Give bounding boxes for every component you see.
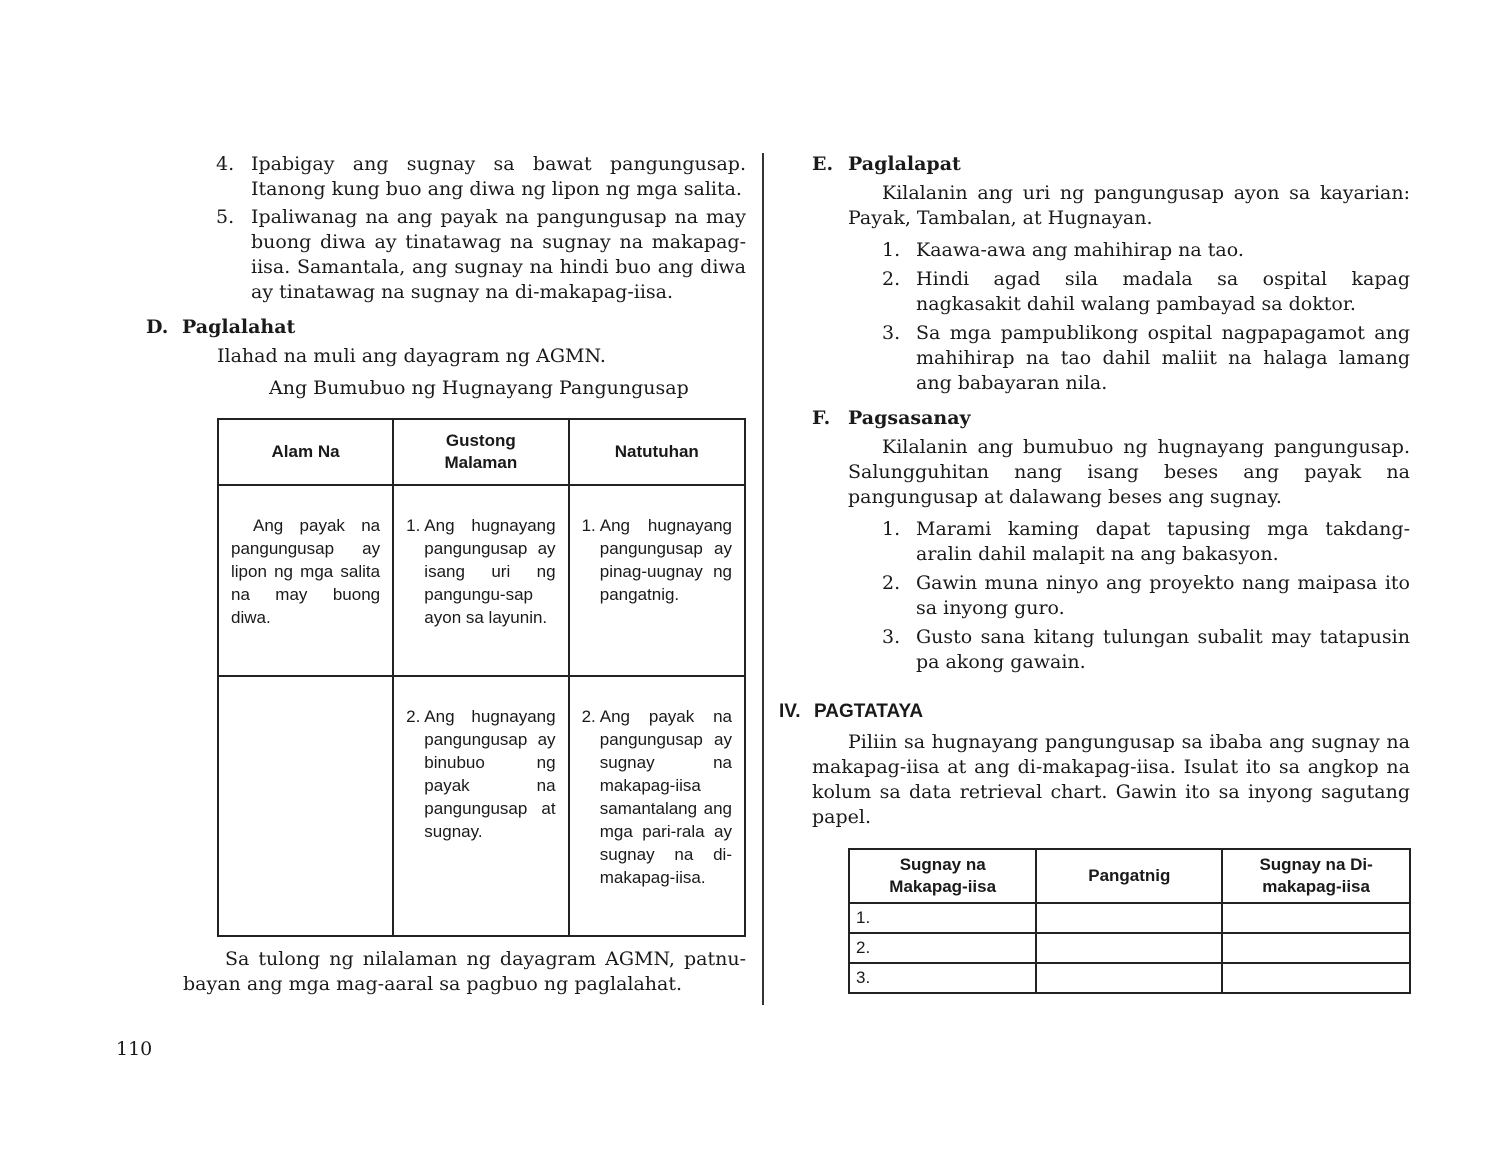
table-title: Ang Bumubuo ng Hugnayang Pangungusap xyxy=(269,377,689,399)
cell-alam: Ang payak na pangungusap ay lipon ng mga salita na may buong diwa. xyxy=(218,485,393,676)
header-sugnay-makapag-iisa: Sugnay na Makapag-iisa xyxy=(849,849,1036,903)
right-column xyxy=(779,152,1410,830)
left-column xyxy=(146,152,746,401)
e-intro: Kilalanin ang uri ng pangungusap ayon sa kayarian: Payak, Tambalan, at Hugnayan. xyxy=(848,182,1410,229)
column-divider xyxy=(762,153,764,1005)
f-intro: Kilalanin ang bumubuo ng hugnayang pangungusap. Salungguhitan nang isang beses ang payak na pangungusap at dalawang beses ang sugnay. xyxy=(848,436,1410,508)
header-gustong-malaman: Gustong Malaman xyxy=(393,419,568,485)
table-row xyxy=(849,933,1410,963)
table-row xyxy=(218,676,745,936)
data-retrieval-chart xyxy=(848,848,1411,994)
section-d-heading: D. Paglalahat xyxy=(146,316,296,338)
row-number: 2. xyxy=(849,933,1036,963)
cell-gusto: 1. Ang hugnayang pangungusap ay isang uri ng pangungu-sap ayon sa layunin. xyxy=(393,485,568,676)
table-cell xyxy=(1222,903,1410,933)
header-sugnay-di-makapag-iisa: Sugnay na Di-makapag-iisa xyxy=(1222,849,1410,903)
table-header-row xyxy=(218,419,745,485)
list-item: 3. Sa mga pampublikong ospital nagpapagamot ang mahihirap na tao dahil maliit na halaga lamang ang babayaran nila. xyxy=(882,322,1410,394)
cell-alam xyxy=(218,676,393,936)
table-cell xyxy=(1036,933,1222,963)
section-iv-heading: IV. PAGTATAYA xyxy=(779,701,924,722)
list-item: 3. Gusto sana kitang tulungan subalit may tatapusin pa akong gawain. xyxy=(882,626,1410,673)
table-cell xyxy=(1222,963,1410,993)
table-cell xyxy=(1222,933,1410,963)
cell-gusto: 2. Ang hugnayang pangungusap ay binubuo ng payak na pangungusap at sugnay. xyxy=(393,676,568,936)
cell-natutuhan: 1. Ang hugnayang pangungusap ay pinag-uugnay ng pangatnig. xyxy=(569,485,745,676)
table-row xyxy=(849,963,1410,993)
list-item: 5. Ipaliwanag na ang payak na pangungusap na may buong diwa ay tinatawag na sugnay na makapag-iisa. Samantala, ang sugnay na hindi buo ang diwa ay tinatawag na sugnay na di-makapag-iisa. xyxy=(216,206,746,303)
table-row xyxy=(218,485,745,676)
section-e-heading: E. Paglalapat xyxy=(812,153,961,175)
iv-intro: Piliin sa hugnayang pangungusap sa ibaba ang sugnay na makapag-iisa at ang di-makapag-iisa. Isulat ito sa angkop na kolum sa data retrieval chart. Gawin ito sa inyong sagutang papel. xyxy=(812,731,1410,828)
row-number: 1. xyxy=(849,903,1036,933)
header-alam-na: Alam Na xyxy=(218,419,393,485)
table-cell xyxy=(1036,903,1222,933)
list-item: 1. Marami kaming dapat tapusing mga takdang-aralin dahil malapit na ang bakasyon. xyxy=(882,518,1410,565)
header-natutuhan: Natutuhan xyxy=(569,419,745,485)
table-row xyxy=(849,903,1410,933)
list-item: 1. Kaawa-awa ang mahihirap na tao. xyxy=(882,239,1244,261)
list-item: 2. Gawin muna ninyo ang proyekto nang maipasa ito sa inyong guro. xyxy=(882,572,1410,619)
cell-natutuhan: 2. Ang payak na pangungusap ay sugnay na makapag-iisa samantalang ang mga pari-rala ay sugnay na di-makapag-iisa. xyxy=(569,676,745,936)
header-pangatnig: Pangatnig xyxy=(1036,849,1222,903)
list-item: 2. Hindi agad sila madala sa ospital kapag nagkasakit dahil walang pambayad sa doktor. xyxy=(882,268,1410,315)
page-number: 110 xyxy=(116,1038,153,1060)
instruction: Ilahad na muli ang dayagram ng AGMN. xyxy=(217,345,606,367)
closing-paragraph: Sa tulong ng nilalaman ng dayagram AGMN, patnu-bayan ang mga mag-aaral sa pagbuo ng paglalahat. xyxy=(183,948,746,995)
table-cell xyxy=(1036,963,1222,993)
section-f-heading: F. Pagsasanay xyxy=(812,407,971,429)
row-number: 3. xyxy=(849,963,1036,993)
list-item: 4. Ipabigay ang sugnay sa bawat pangungusap. Itanong kung buo ang diwa ng lipon ng mga salita. xyxy=(216,153,746,200)
table-header-row xyxy=(849,849,1410,903)
agmn-table xyxy=(217,418,746,937)
